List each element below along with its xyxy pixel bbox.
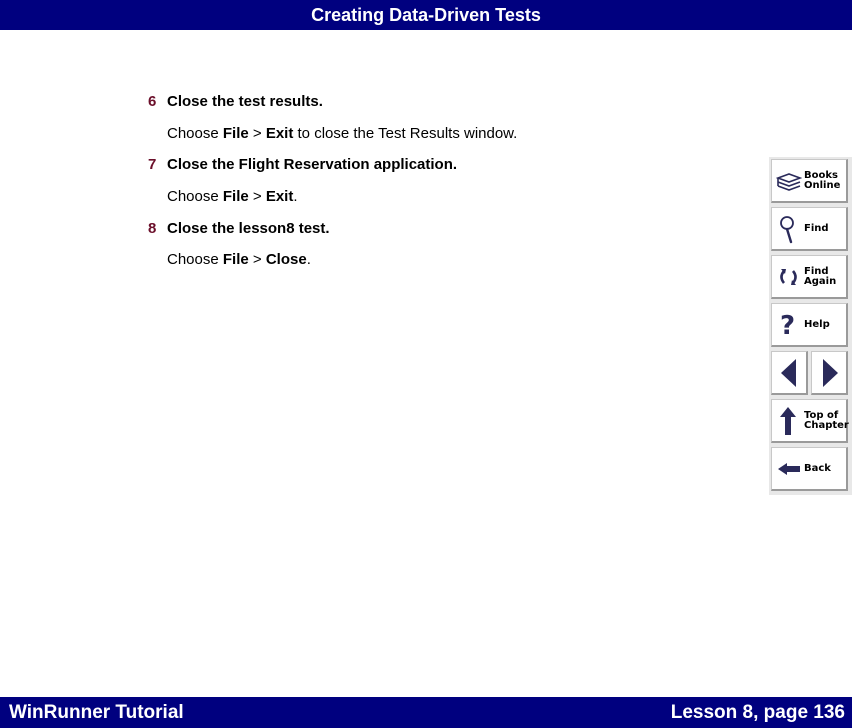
back-button[interactable] xyxy=(771,447,848,491)
top-of-chapter-button[interactable] xyxy=(771,399,848,443)
find-label: Find xyxy=(804,222,829,234)
question-mark-icon xyxy=(776,308,802,342)
menu-command: Exit xyxy=(265,188,294,205)
right-arrow-icon xyxy=(812,352,847,394)
find-again-label: Find Again xyxy=(804,265,837,287)
menu-name: File xyxy=(222,251,249,268)
menu-separator: > xyxy=(248,188,266,205)
menu-command: Close xyxy=(265,251,307,268)
step-number: 8 xyxy=(148,220,157,237)
cycle-arrows-icon xyxy=(776,260,802,294)
instruction-text: Choose xyxy=(167,125,223,142)
step-6-heading xyxy=(148,93,323,110)
step-number: 6 xyxy=(148,93,157,110)
menu-separator: > xyxy=(248,251,266,268)
magnifier-icon xyxy=(776,212,802,246)
help-label: Help xyxy=(804,318,830,330)
step-heading-text: Close the Flight Reservation application. xyxy=(167,156,458,173)
menu-separator: > xyxy=(248,125,266,142)
instruction-text: Choose xyxy=(167,251,223,268)
books-online-button[interactable] xyxy=(771,159,848,203)
step-7-heading xyxy=(148,156,457,173)
step-heading-text: Close the lesson8 test. xyxy=(167,220,330,237)
next-page-button[interactable] xyxy=(811,351,848,395)
back-arrow-icon xyxy=(776,452,802,486)
find-again-button[interactable] xyxy=(771,255,848,299)
instruction-text: . xyxy=(306,251,311,268)
step-8-heading xyxy=(148,220,330,237)
up-arrow-icon xyxy=(776,404,802,438)
step-8-instruction xyxy=(167,251,311,268)
page-title: Creating Data-Driven Tests xyxy=(311,4,541,25)
step-6-instruction xyxy=(167,125,517,142)
instruction-text: . xyxy=(293,188,298,205)
instruction-text: Choose xyxy=(167,188,223,205)
page-header xyxy=(0,0,852,30)
menu-name: File xyxy=(222,125,249,142)
books-icon xyxy=(776,164,802,198)
footer-book-title: WinRunner Tutorial xyxy=(9,702,184,723)
find-button[interactable] xyxy=(771,207,848,251)
top-of-chapter-label: Top of Chapter xyxy=(804,409,849,431)
back-label: Back xyxy=(804,462,831,474)
step-heading-text: Close the test results. xyxy=(167,93,323,110)
step-number: 7 xyxy=(148,156,157,173)
previous-page-button[interactable] xyxy=(771,351,808,395)
menu-command: Exit xyxy=(265,125,294,142)
left-arrow-icon xyxy=(772,352,807,394)
help-button[interactable] xyxy=(771,303,848,347)
step-7-instruction xyxy=(167,188,298,205)
page-footer xyxy=(0,697,852,728)
menu-name: File xyxy=(222,188,249,205)
books-online-label: Books Online xyxy=(804,169,841,191)
instruction-text: to close the Test Results window. xyxy=(293,125,518,142)
svg-text:?: ? xyxy=(780,311,796,341)
footer-page-number: Lesson 8, page 136 xyxy=(670,702,845,723)
